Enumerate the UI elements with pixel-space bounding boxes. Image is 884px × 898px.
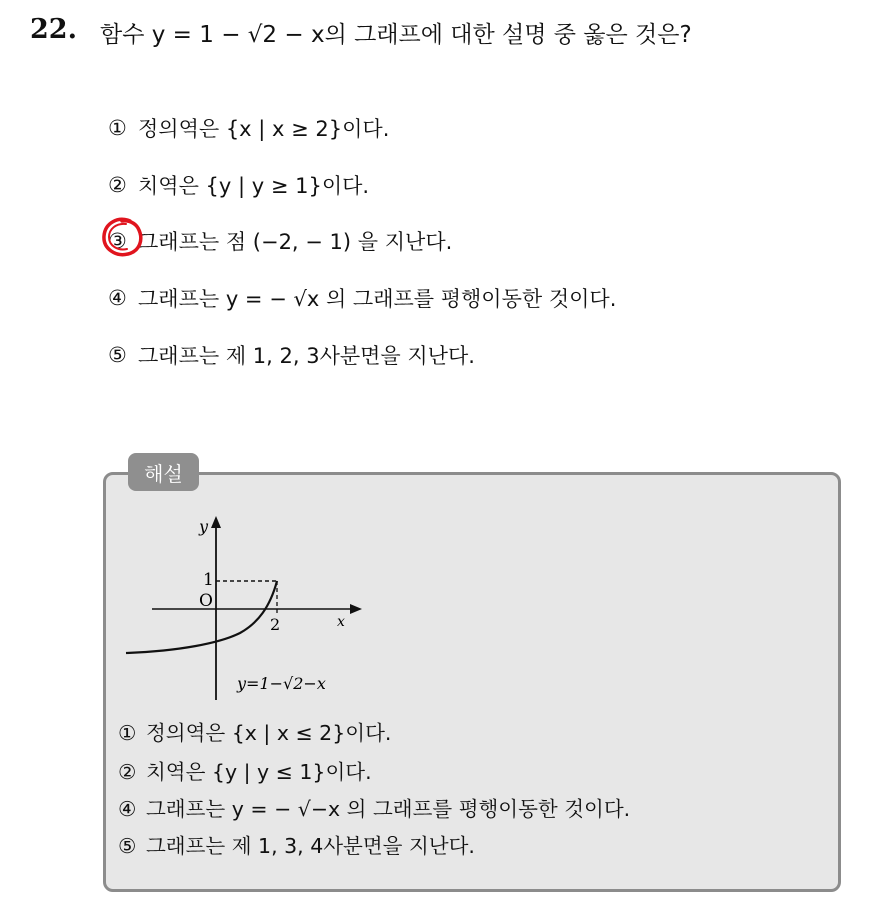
choice-1-text: 정의역은 {x | x ≥ 2}이다. [138,117,390,141]
choice-3[interactable] [108,226,452,256]
choice-4-text: 그래프는 y = − √x 의 그래프를 평행이동한 것이다. [138,287,617,311]
solution-line-2-text: 치역은 {y | y ≤ 1}이다. [146,760,372,784]
choice-2-text: 치역은 {y | y ≥ 1}이다. [138,174,370,198]
x-axis-label: x [337,614,345,630]
choice-5-text: 그래프는 제 1, 2, 3사분면을 지난다. [138,344,475,368]
question-number: 22. [30,14,77,45]
choice-4[interactable] [108,283,616,313]
solution-label: 해설 [128,453,199,491]
solution-line-1 [118,716,391,746]
solution-line-2-number: ② [118,760,137,784]
solution-line-2 [118,755,372,785]
question-text: 함수 y = 1 − √2 − x의 그래프에 대한 설명 중 옳은 것은? [100,22,692,48]
x-axis-arrow [350,604,362,614]
solution-graph [120,510,380,710]
solution-line-4-number: ⑤ [118,834,137,858]
choice-1-number: ① [108,116,127,140]
choice-3-text: 그래프는 점 (−2, − 1) 을 지난다. [138,230,453,254]
choice-5-number: ⑤ [108,343,127,367]
x-tick-label: 2 [270,615,281,634]
solution-line-4-text: 그래프는 제 1, 3, 4사분면을 지난다. [146,834,475,858]
choice-1[interactable] [108,113,389,143]
choice-2[interactable] [108,170,369,200]
answer-circle-mark [100,215,146,259]
y-axis-label: y [199,517,209,536]
solution-line-1-number: ① [118,721,137,745]
choice-4-number: ④ [108,286,127,310]
solution-line-1-text: 정의역은 {x | x ≤ 2}이다. [146,721,392,745]
solution-line-3-number: ④ [118,797,137,821]
y-axis-arrow [211,516,221,528]
choice-3-number: ③ [108,229,127,253]
solution-line-3 [118,792,630,822]
origin-label: O [199,591,213,611]
solution-line-3-text: 그래프는 y = − √−x 의 그래프를 평행이동한 것이다. [146,797,631,821]
choice-5[interactable] [108,340,475,370]
y-tick-label: 1 [203,570,214,590]
choice-2-number: ② [108,173,127,197]
solution-line-4 [118,829,475,859]
curve-label: y=1−√2−x [237,674,326,693]
